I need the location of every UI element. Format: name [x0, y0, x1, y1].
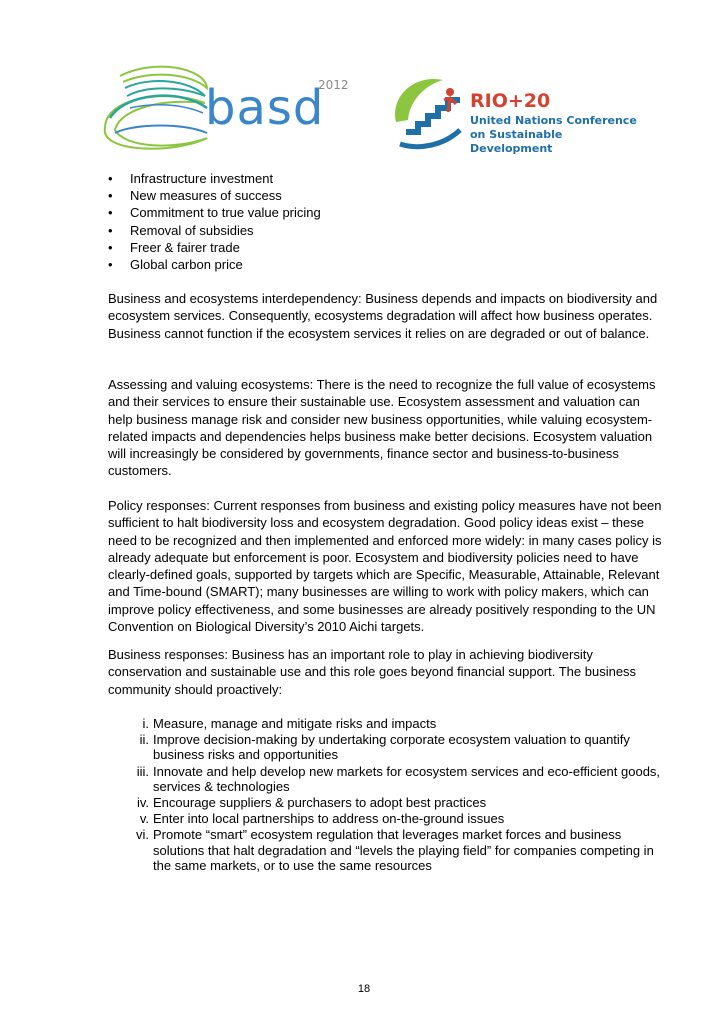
bullet-icon: •	[108, 188, 113, 204]
list-item: • Removal of subsidies	[108, 222, 254, 238]
paragraph-valuing-ecosystems: Assessing and valuing ecosystems: There is the need to recognize the full value of ecosystems and their services to ensure their sustainable use. Ecosystem assessment and valuation can help business manage risk and consider new business opportunities, while valuing ecosystem-related impacts and dependencies helps business make better decisions. Ecosystem valuation will increasingly be considered by governments, finance sector and business-to-business customers.	[108, 377, 656, 479]
rio20-subtitle-line2: on Sustainable Development	[470, 128, 563, 155]
list-numeral: vi.	[136, 827, 149, 843]
basd-2012-logo	[95, 58, 355, 158]
list-item: • New measures of success	[108, 188, 282, 204]
rio20-logo	[388, 70, 638, 155]
paragraph-interdependency: Business and ecosystems interdependency: Business depends and impacts on biodiversity and ecosystem services. Consequently, ecosystems degradation will affect how business operates. Business cannot function if the ecosystem services it relies on are degraded or out of balance.	[108, 291, 658, 341]
list-numeral: iii.	[136, 763, 149, 779]
bullet-icon: •	[108, 239, 113, 255]
rio20-subtitle	[470, 114, 640, 156]
list-numeral: v.	[139, 811, 149, 827]
basd-wordmark: basd	[205, 80, 325, 136]
basd-swirl-icon	[95, 58, 215, 154]
list-numeral: i.	[142, 716, 149, 731]
list-item: vi. Promote “smart” ecosystem regulation that leverages market forces and business solutions that halt degradation and “levels the playing field” for companies competing in the same markets, or to use the same resources	[108, 827, 664, 873]
bullet-icon: •	[108, 205, 113, 221]
basd-year: 2012	[318, 78, 349, 92]
priorities-bullet-list	[108, 170, 648, 273]
list-numeral: ii.	[139, 732, 149, 748]
list-item: iv. Encourage suppliers & purchasers to adopt best practices	[108, 795, 664, 810]
list-item: v. Enter into local partnerships to address on-the-ground issues	[108, 811, 664, 826]
list-item: i. Measure, manage and mitigate risks and impacts	[108, 716, 664, 731]
list-numeral: iv.	[136, 795, 149, 811]
rio20-title: RIO+20	[470, 90, 551, 112]
rio20-emblem-icon	[388, 70, 468, 150]
paragraph-policy-responses: Policy responses: Current responses from business and existing policy measures have not been sufficient to halt biodiversity loss and ecosystem degradation. Good policy ideas exist – these need to be recognized and then implemented and enforced more widely: in many cases policy is already adequate but enforcement is poor. Ecosystem and biodiversity policies need to have clearly-defined goals, supported by targets which are Specific, Measurable, Attainable, Relevant and Time-bound (SMART); many businesses are willing to work with policy makers, which can improve policy effectiveness, and some businesses are already positively responding to the UN Convention on Biological Diversity’s 2010 Aichi targets.	[108, 498, 662, 635]
list-item: • Global carbon price	[108, 257, 243, 273]
bullet-icon: •	[108, 171, 113, 186]
list-item: iii. Innovate and help develop new markets for ecosystem services and eco-efficient goods, services & technologies	[108, 764, 664, 794]
list-item: • Commitment to true value pricing	[108, 205, 321, 221]
bullet-icon: •	[108, 257, 113, 273]
list-item: • Infrastructure investment	[108, 171, 274, 186]
list-item: • Freer & fairer trade	[108, 239, 240, 255]
bullet-icon: •	[108, 222, 113, 238]
paragraph-business-responses: Business responses: Business has an important role to play in achieving biodiversity conservation and sustainable use and this role goes beyond financial support. The business community should proactively:	[108, 647, 637, 697]
rio20-subtitle-line1: United Nations Conference	[470, 114, 637, 127]
business-actions-list	[108, 716, 664, 874]
list-item: ii. Improve decision-making by undertaking corporate ecosystem valuation to quantify business risks and opportunities	[108, 732, 664, 762]
page-number: 18	[357, 983, 371, 995]
